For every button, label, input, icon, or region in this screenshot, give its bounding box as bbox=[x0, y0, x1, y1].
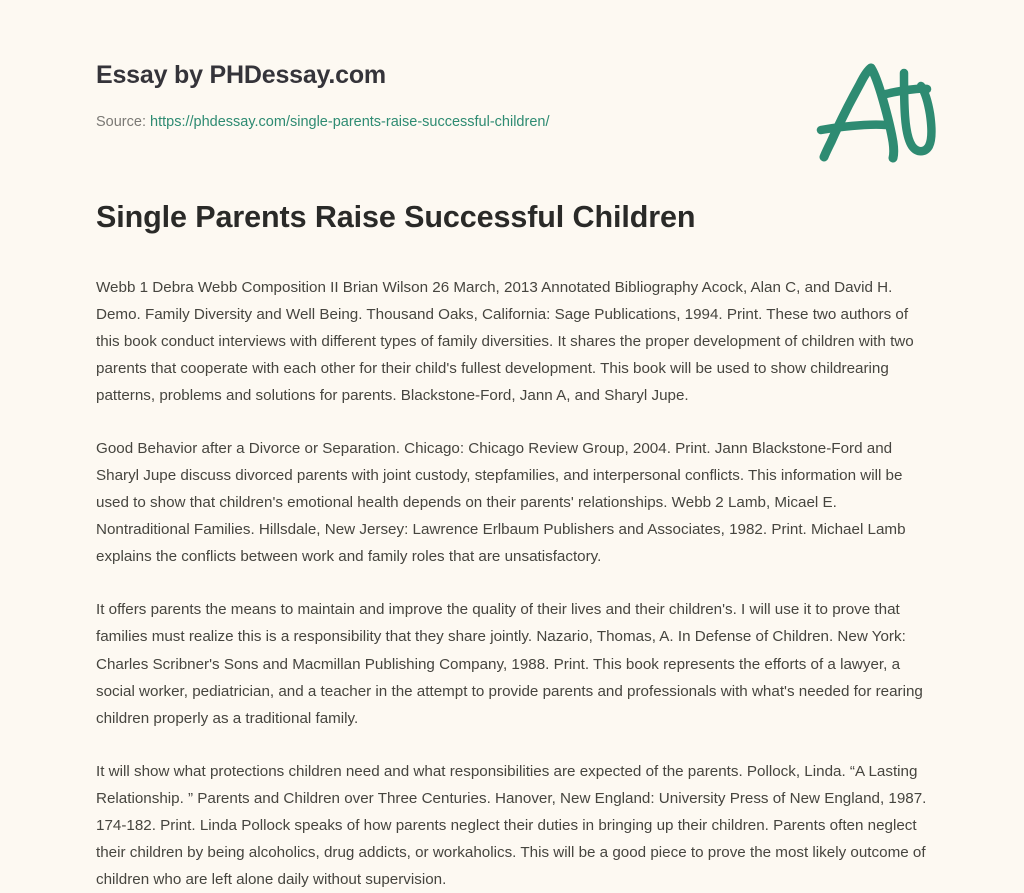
body-paragraph: It will show what protections children need and what responsibilities are expected of the parents. Pollock, Linda. “A Lasting Relationship. ” Parents and Children over Three Centuries. Hanover, New England: University Press of New England, 1987. 174-182. Print. Linda Pollock speaks of how parents neglect their duties in bringing up their children. Parents often neglect their children by being alcoholics, drug addicts, or workaholics. This will be a good piece to prove the most likely outcome of children who are left alone daily without supervision. bbox=[96, 762, 927, 888]
body-paragraph: It offers parents the means to maintain and improve the quality of their lives and their children's. I will use it to prove that families must realize this is a responsibility that they share jointly. Nazario, Thomas, A. In Defense of Children. New York: Charles Scribner's Sons and Macmillan Publishing Company, 1988. Print. This book represents the efforts of a lawyer, a social worker, pediatrician, and a teacher in the attempt to provide parents and professionals with what's needed for rearing children properly as a traditional family. bbox=[96, 601, 923, 727]
page-title: Single Parents Raise Successful Children bbox=[96, 200, 696, 235]
body-paragraph: Good Behavior after a Divorce or Separation. Chicago: Chicago Review Group, 2004. Print. Jann Blackstone-Ford and Sharyl Jupe discuss divorced parents with joint custody, stepfamilies, and interpersonal conflicts. This information will be used to show that children's emotional health depends on their parents' relationships. Webb 2 Lamb, Micael E. Nontraditional Families. Hillsdale, New Jersey: Lawrence Erlbaum Publishers and Associates, 1982. Print. Michael Lamb explains the conflicts between work and family roles that are unsatisfactory. bbox=[96, 440, 906, 566]
source-line bbox=[96, 113, 928, 132]
brand-title: Essay by PHDessay.com bbox=[96, 61, 386, 89]
essay-body bbox=[96, 236, 928, 893]
source-url-link[interactable]: https://phdessay.com/single-parents-raise-successful-children/ bbox=[150, 113, 550, 130]
body-paragraph: Webb 1 Debra Webb Composition II Brian Wilson 26 March, 2013 Annotated Bibliography Acock, Alan C, and David H. Demo. Family Diversity and Well Being. Thousand Oaks, California: Sage Publications, 1994. Print. These two authors of this book conduct interviews with different types of family diversities. It shares the proper development of children with two parents that cooperate with each other for their child's fullest development. This book will be used to show childrearing patterns, problems and solutions for parents. Blackstone-Ford, Jann A, and Sharyl Jupe. bbox=[96, 278, 914, 405]
page-header bbox=[96, 0, 928, 131]
source-label: Source: bbox=[96, 113, 146, 130]
